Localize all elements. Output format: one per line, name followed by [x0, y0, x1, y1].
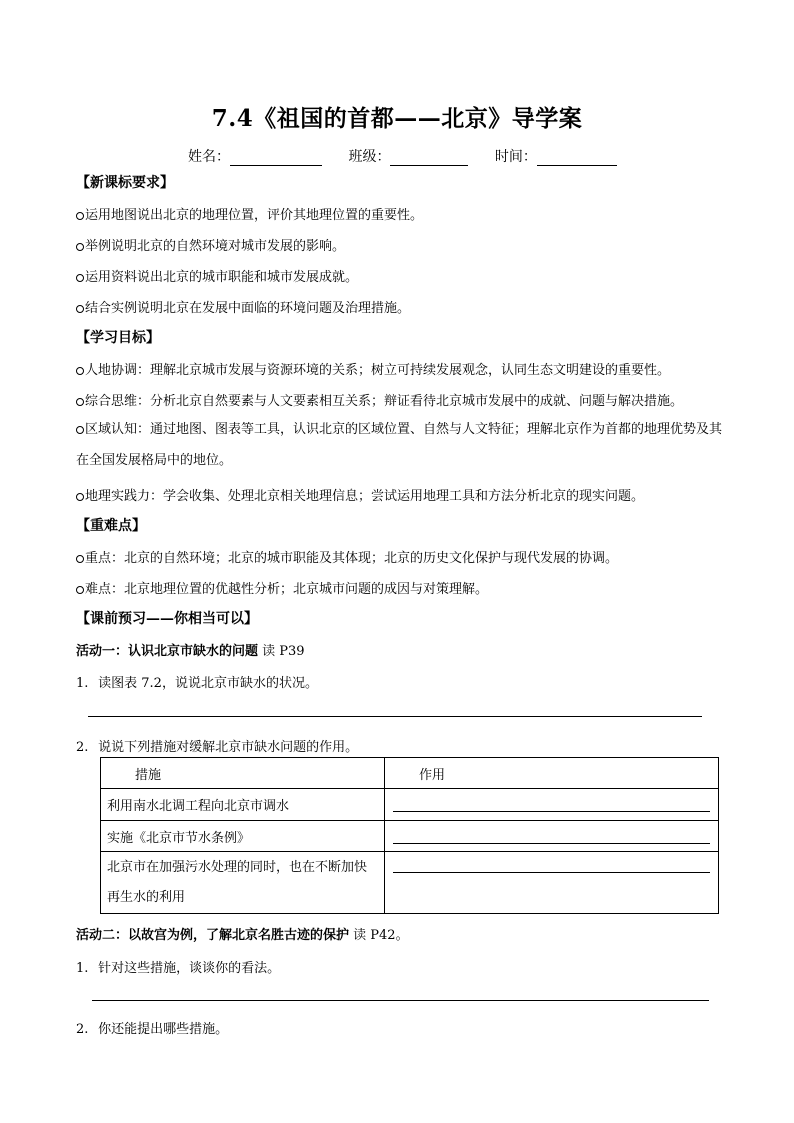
bullet-icon [76, 243, 84, 251]
list-item: 结合实例说明北京在发展中面临的环境问题及治理措施。 [76, 297, 410, 316]
answer-line[interactable] [393, 829, 710, 844]
section-heading-objectives: 【学习目标】 [76, 330, 160, 346]
section-heading-keypoints: 【重难点】 [76, 518, 146, 534]
bullet-icon [76, 398, 84, 406]
time-label: 时间： [494, 149, 537, 165]
measure-cell: 实施《北京市节水条例》 [101, 821, 385, 852]
time-blank[interactable] [537, 150, 617, 166]
effect-cell[interactable] [385, 789, 719, 821]
list-item: 运用地图说出北京的地理位置，评价其地理位置的重要性。 [76, 204, 423, 223]
activity-1-heading: 活动一：认识北京市缺水的问题 读 P39 [76, 644, 305, 659]
answer-line[interactable] [393, 797, 710, 812]
question-1: 1. 针对这些措施，谈谈你的看法。 [76, 961, 281, 976]
student-info-row [188, 146, 617, 166]
bullet-icon [76, 586, 84, 594]
class-blank[interactable] [390, 150, 468, 166]
table-row [101, 821, 719, 852]
bullet-icon [76, 367, 84, 375]
answer-line[interactable] [393, 858, 710, 873]
table-header-row [101, 758, 719, 789]
table-row [101, 852, 719, 914]
column-header-measures: 措施 [101, 758, 385, 789]
effect-cell[interactable] [385, 852, 719, 914]
list-item: 地理实践力：学会收集、处理北京相关地理信息；尝试运用地理工具和方法分析北京的现实问题。 [76, 485, 644, 504]
page-title: 7.4《祖国的首都——北京》导学案 [211, 105, 583, 132]
table-row [101, 789, 719, 821]
column-header-effect: 作用 [385, 758, 719, 789]
class-label: 班级： [348, 149, 391, 165]
list-item: 运用资料说出北京的城市职能和城市发展成就。 [76, 266, 358, 285]
answer-line[interactable] [92, 1000, 709, 1001]
list-item: 综合思维：分析北京自然要素与人文要素相互关系；辩证看待北京城市发展中的成就、问题与解决措施。 [76, 390, 683, 409]
question-1: 1. 读图表 7.2，说说北京市缺水的状况。 [76, 676, 318, 691]
bullet-icon [76, 212, 84, 220]
bullet-icon [76, 555, 84, 563]
name-blank[interactable] [230, 150, 322, 166]
list-item: 难点：北京地理位置的优越性分析；北京城市问题的成因与对策理解。 [76, 578, 488, 597]
question-2: 2. 说说下列措施对缓解北京市缺水问题的作用。 [76, 740, 359, 755]
answer-line[interactable] [88, 716, 702, 717]
list-item: 区域认知：通过地图、图表等工具，认识北京的区域位置、自然与人文特征；理解北京作为首都的地理优势及其在全国发展格局中的地位。 [76, 422, 723, 468]
section-heading-preview: 【课前预习——你相当可以】 [76, 611, 258, 627]
measure-cell: 利用南水北调工程向北京市调水 [101, 789, 385, 821]
list-item: 人地协调：理解北京城市发展与资源环境的关系；树立可持续发展观念，认同生态文明建设的重要性。 [76, 359, 670, 378]
bullet-icon [76, 426, 84, 434]
question-2: 2. 你还能提出哪些措施。 [76, 1022, 229, 1037]
section-heading-curriculum: 【新课标要求】 [76, 175, 174, 191]
measure-cell: 北京市在加强污水处理的同时，也在不断加快再生水的利用 [101, 852, 385, 914]
name-label: 姓名： [188, 149, 230, 165]
bullet-icon [76, 493, 84, 501]
effect-cell[interactable] [385, 821, 719, 852]
measures-table [100, 757, 719, 914]
list-item: 举例说明北京的自然环境对城市发展的影响。 [76, 235, 345, 254]
list-item: 重点：北京的自然环境；北京的城市职能及其体现；北京的历史文化保护与现代发展的协调。 [76, 547, 618, 566]
bullet-icon [76, 274, 84, 282]
activity-2-heading: 活动二：以故宫为例，了解北京名胜古迹的保护 读 P42。 [76, 928, 409, 943]
bullet-icon [76, 305, 84, 313]
